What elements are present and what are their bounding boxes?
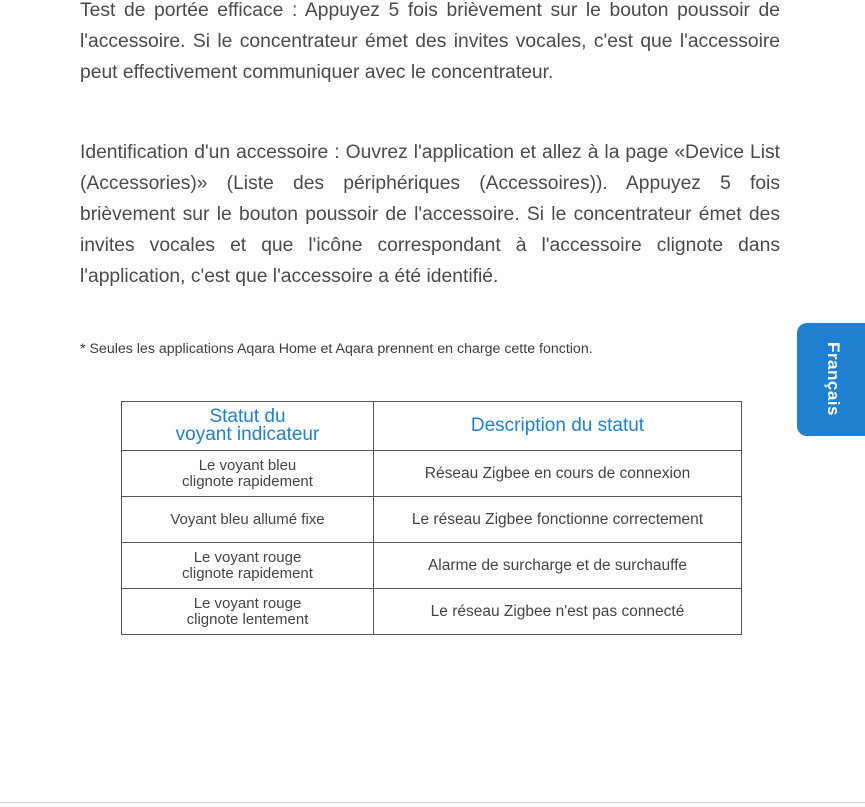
- table-row: [122, 451, 742, 497]
- indicator-header-line2: voyant indicateur: [175, 424, 320, 445]
- table-row: [122, 497, 742, 543]
- indicator-line2: clignote lentement: [186, 610, 309, 628]
- language-tab-label: Français: [824, 342, 843, 416]
- indicator-line1: Voyant bleu allumé fixe: [170, 510, 325, 528]
- indicator-cell: [122, 543, 374, 589]
- table-row: [122, 543, 742, 589]
- description-cell: Le réseau Zigbee n'est pas connecté: [374, 589, 742, 635]
- indicator-cell: [122, 497, 374, 543]
- indicator-line1: Le voyant rouge: [193, 594, 302, 612]
- bottom-divider: [0, 802, 865, 803]
- description-header: Description du statut: [374, 402, 742, 451]
- indicator-line1: Le voyant rouge: [193, 548, 302, 566]
- indicator-line2: clignote rapidement: [182, 472, 313, 490]
- description-cell: Le réseau Zigbee fonctionne correctement: [374, 497, 742, 543]
- range-test-paragraph: Test de portée efficace : Appuyez 5 fois brièvement sur le bouton poussoir de l'accessoire. Si le concentrateur émet des invites vocales, c'est que l'accessoire peut effectivement communiquer avec le concentrateur.: [80, 0, 780, 83]
- indicator-status-header: [122, 402, 374, 451]
- indicator-cell: [122, 589, 374, 635]
- table-row: [122, 589, 742, 635]
- app-support-note: * Seules les applications Aqara Home et Aqara prennent en charge cette fonction.: [80, 341, 593, 357]
- indicator-line1: Le voyant bleu: [198, 456, 297, 474]
- indicator-header-line1: Statut du: [209, 406, 286, 427]
- identification-paragraph: Identification d'un accessoire : Ouvrez l'application et allez à la page «Device List (Accessories)» (Liste des périphériques (Accessoires)). Appuyez 5 fois brièvement sur le bouton poussoir de l'accessoire. Si le concentrateur émet des invites vocales et que l'icône correspondant à l'accessoire clignote dans l'application, c'est que l'accessoire a été identifié.: [80, 142, 780, 287]
- description-cell: Réseau Zigbee en cours de connexion: [374, 451, 742, 497]
- indicator-line2: clignote rapidement: [182, 564, 313, 582]
- status-table: [121, 401, 742, 635]
- description-cell: Alarme de surcharge et de surchauffe: [374, 543, 742, 589]
- language-tab: [797, 323, 865, 436]
- indicator-cell: [122, 451, 374, 497]
- table-header-row: [122, 402, 742, 451]
